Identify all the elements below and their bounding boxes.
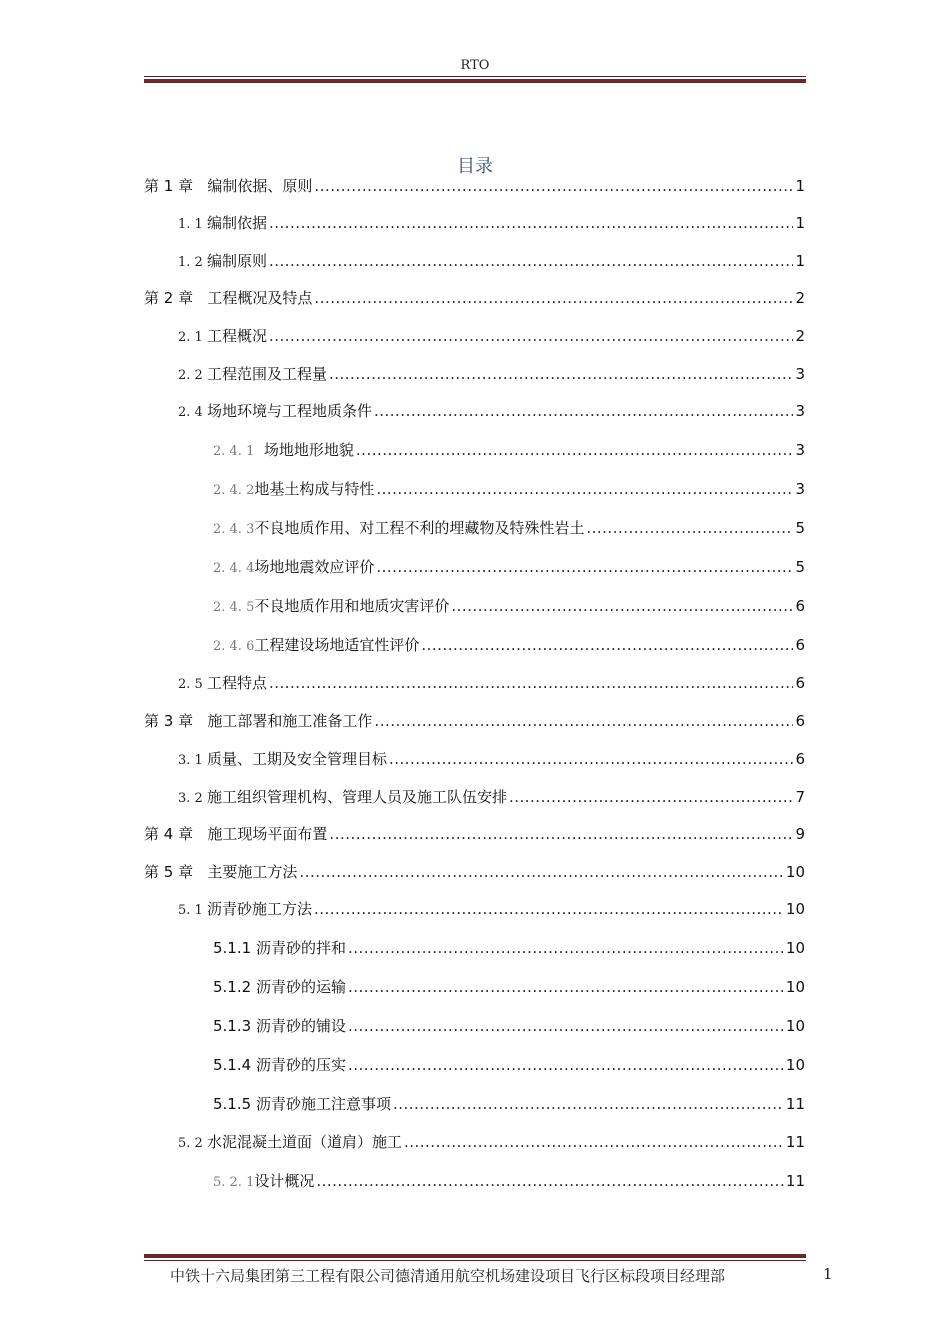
toc-leader-dots: [269, 213, 793, 233]
toc-entry-page: 10: [785, 978, 805, 996]
toc-entry[interactable]: [213, 635, 805, 657]
toc-entry[interactable]: [178, 213, 805, 235]
toc-entry[interactable]: [213, 518, 805, 540]
page-header: RTO: [460, 58, 490, 73]
toc-entry-title: 场地地形地貌: [263, 441, 354, 459]
toc-entry-page: 1: [795, 177, 805, 195]
toc-entry-spacer: [193, 288, 207, 308]
toc-entry-title: 沥青砂施工注意事项: [255, 1095, 391, 1113]
toc-leader-dots: [356, 440, 794, 460]
toc-entry-title: 设计概况: [254, 1172, 315, 1190]
toc-entry-page: 10: [785, 1017, 805, 1035]
toc-entry-page: 6: [795, 597, 805, 615]
toc-entry[interactable]: [178, 899, 805, 921]
toc-entry-page: 3: [795, 480, 805, 498]
toc-entry[interactable]: [178, 251, 805, 273]
toc-entry-title: 场地地震效应评价: [254, 558, 375, 576]
toc-entry[interactable]: [178, 787, 805, 809]
toc-entry-title: 工程范围及工程量: [206, 365, 327, 383]
toc-entry-page: 6: [795, 750, 805, 768]
toc-leader-dots: [269, 326, 793, 346]
toc-entry-number: 5.1.2: [213, 978, 256, 996]
toc-entry[interactable]: [144, 288, 805, 308]
footer-page-number: 1: [823, 1265, 833, 1283]
header-rule-thick: [144, 79, 806, 83]
toc-entry-page: 10: [785, 900, 805, 918]
toc-entry-spacer: [193, 711, 207, 731]
toc-leader-dots: [404, 1132, 784, 1152]
toc-entry[interactable]: [144, 711, 805, 731]
toc-entry-number: 5. 2: [178, 1136, 207, 1151]
toc-entry-number: 5. 2. 1: [213, 1175, 255, 1190]
toc-entry[interactable]: [213, 977, 805, 997]
toc-entry-title: 编制依据、原则: [207, 177, 313, 195]
toc-entry-page: 1: [795, 252, 805, 270]
toc-leader-dots: [376, 479, 793, 499]
toc-leader-dots: [586, 518, 793, 538]
toc-entry-number: 第 4 章: [144, 825, 194, 843]
footer-rule-thick: [144, 1254, 806, 1258]
toc-leader-dots: [314, 288, 793, 308]
toc-entry-number: 2. 4. 2: [213, 483, 255, 498]
toc-entry-number: 5. 1: [178, 903, 207, 918]
toc-entry-number: 5.1.4: [213, 1056, 256, 1074]
toc-entry-page: 10: [785, 939, 805, 957]
toc-entry-number: 2. 4. 3: [213, 522, 255, 537]
toc-entry-title: 工程建设场地适宜性评价: [254, 636, 420, 654]
toc-entry-page: 2: [795, 327, 805, 345]
toc-entry[interactable]: [213, 440, 805, 462]
toc-leader-dots: [329, 824, 793, 844]
toc-entry-number: 2. 4. 1: [213, 444, 255, 459]
toc-leader-dots: [316, 1171, 784, 1191]
toc-leader-dots: [269, 673, 793, 693]
toc-leader-dots: [389, 749, 793, 769]
toc-entry-spacer: [193, 862, 207, 882]
toc-entry-page: 5: [795, 558, 805, 576]
toc-entry-title: 主要施工方法: [207, 863, 298, 881]
toc-entry[interactable]: [213, 1016, 805, 1036]
toc-entry[interactable]: [178, 1132, 805, 1154]
toc-entry-page: 2: [795, 289, 805, 307]
toc-entry-page: 7: [795, 788, 805, 806]
toc-entry-number: 3. 2: [178, 791, 207, 806]
toc-title: 目录: [457, 156, 493, 177]
toc-entry-number: 2. 1: [178, 330, 207, 345]
toc-entry-number: 第 2 章: [144, 289, 194, 307]
toc-entry-title: 施工现场平面布置: [207, 825, 328, 843]
toc-entry[interactable]: [213, 1055, 805, 1075]
toc-leader-dots: [348, 977, 784, 997]
toc-entry-spacer: [193, 824, 207, 844]
toc-entry-title: 质量、工期及安全管理目标: [206, 750, 387, 768]
toc-entry-page: 10: [785, 1056, 805, 1074]
toc-entry[interactable]: [213, 938, 805, 958]
toc-entry-page: 5: [795, 519, 805, 537]
toc-entry-page: 11: [785, 1095, 805, 1113]
toc-entry-page: 10: [785, 863, 805, 881]
toc-entry-page: 1: [795, 214, 805, 232]
toc-entry-title: 水泥混凝土道面（道肩）施工: [206, 1133, 402, 1151]
toc-leader-dots: [314, 176, 793, 196]
toc-entry[interactable]: [144, 862, 805, 882]
toc-entry[interactable]: [213, 1171, 805, 1193]
footer-text: 中铁十六局集团第三工程有限公司德清通用航空机场建设项目飞行区标段项目经理部: [170, 1267, 726, 1285]
toc-entry-page: 6: [795, 636, 805, 654]
toc-entry-title: 工程概况及特点: [207, 289, 313, 307]
toc-leader-dots: [329, 364, 793, 384]
toc-leader-dots: [348, 1055, 784, 1075]
toc-entry-title: 沥青砂的拌和: [255, 939, 346, 957]
toc-entry-title: 沥青砂的压实: [255, 1056, 346, 1074]
toc-entry[interactable]: [213, 557, 805, 579]
toc-entry-page: 3: [795, 402, 805, 420]
toc-leader-dots: [376, 557, 793, 577]
toc-entry[interactable]: [213, 596, 805, 618]
toc-entry-title: 工程概况: [206, 327, 267, 345]
toc-entry-number: 第 3 章: [144, 712, 194, 730]
toc-entry-number: 2. 2: [178, 368, 207, 383]
toc-entry-spacer: [254, 440, 264, 460]
toc-entry-number: 3. 1: [178, 753, 207, 768]
toc-entry-number: 第 5 章: [144, 863, 194, 881]
toc-entry-title: 不良地质作用、对工程不利的埋藏物及特殊性岩土: [254, 519, 585, 537]
toc-leader-dots: [421, 635, 793, 655]
toc-entry-number: 5.1.5: [213, 1095, 256, 1113]
header-rule-thin: [144, 76, 806, 77]
toc-entry[interactable]: [178, 326, 805, 348]
toc-entry-title: 工程特点: [206, 674, 267, 692]
toc-entry-number: 2. 4. 5: [213, 600, 255, 615]
toc-entry-number: 2. 5: [178, 677, 207, 692]
toc-entry-number: 1. 1: [178, 217, 207, 232]
toc-entry[interactable]: [178, 673, 805, 695]
toc-entry-page: 3: [795, 441, 805, 459]
toc-entry-number: 2. 4: [178, 405, 207, 420]
toc-entry-title: 编制依据: [206, 214, 267, 232]
toc-entry-spacer: [193, 176, 207, 196]
toc-entry[interactable]: [213, 479, 805, 501]
toc-entry-title: 不良地质作用和地质灾害评价: [254, 597, 450, 615]
toc-entry-title: 施工组织管理机构、管理人员及施工队伍安排: [206, 788, 507, 806]
toc-entry[interactable]: [144, 176, 805, 196]
toc-entry-page: 3: [795, 365, 805, 383]
toc-leader-dots: [299, 862, 783, 882]
toc-entry[interactable]: [213, 1094, 805, 1114]
toc-entry[interactable]: [178, 749, 805, 771]
toc-entry-title: 沥青砂的铺设: [255, 1017, 346, 1035]
toc-entry-number: 2. 4. 4: [213, 561, 255, 576]
toc-leader-dots: [374, 401, 793, 421]
toc-entry-title: 场地环境与工程地质条件: [206, 402, 372, 420]
toc-entry[interactable]: [178, 364, 805, 386]
toc-entry-page: 6: [795, 712, 805, 730]
toc-leader-dots: [451, 596, 793, 616]
toc-leader-dots: [269, 251, 793, 271]
toc-leader-dots: [393, 1094, 784, 1114]
toc-leader-dots: [314, 899, 784, 919]
toc-entry-title: 沥青砂施工方法: [206, 900, 312, 918]
toc-entry-page: 6: [795, 674, 805, 692]
toc-leader-dots: [374, 711, 793, 731]
toc-entry-title: 施工部署和施工准备工作: [207, 712, 373, 730]
toc-entry-number: 2. 4. 6: [213, 639, 255, 654]
toc-leader-dots: [509, 787, 793, 807]
toc-entry-number: 第 1 章: [144, 177, 194, 195]
toc-entry[interactable]: [144, 824, 805, 844]
toc-entry-number: 1. 2: [178, 255, 207, 270]
toc-leader-dots: [348, 938, 784, 958]
toc-entry-number: 5.1.3: [213, 1017, 256, 1035]
toc-entry-number: 5.1.1: [213, 939, 256, 957]
toc-entry-title: 沥青砂的运输: [255, 978, 346, 996]
toc-entry-page: 9: [795, 825, 805, 843]
toc-entry-title: 编制原则: [206, 252, 267, 270]
footer-rule-thin: [144, 1260, 806, 1261]
toc-entry-page: 11: [785, 1133, 805, 1151]
toc-entry-title: 地基土构成与特性: [254, 480, 375, 498]
toc-leader-dots: [348, 1016, 784, 1036]
toc-entry-page: 11: [785, 1172, 805, 1190]
toc-entry[interactable]: [178, 401, 805, 423]
